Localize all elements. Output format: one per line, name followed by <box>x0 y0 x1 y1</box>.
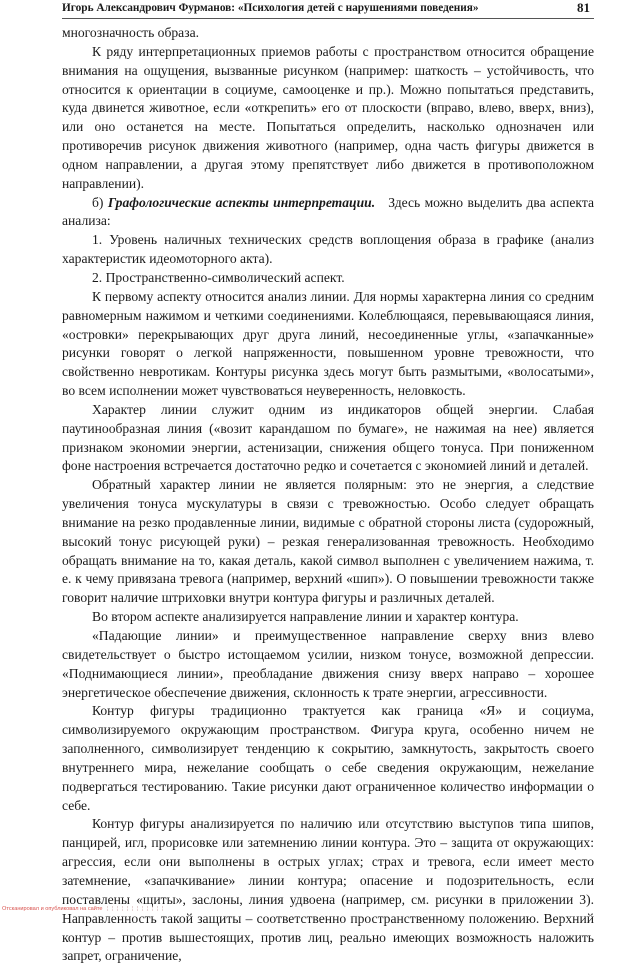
paragraph: Контур фигуры анализируется по наличию или отсутствию выступов типа шипов, панцирей, игл, прорисовке или затемнению линии контура. Это – защита от окружающих: агрессия, если они выполнены в острых углах; страх и тревога, если имеет место затемнение, «запачкивание» линии контура; опасение и подозрительность, если поставлены «щиты», заслоны, линия удвоена (например, см. рисунки в приложении 3). Направленность такой защиты – соответственно пространственному положению. Верхний контур – против вышестоящих, против лиц, реально имеющих возможность наложить запрет, ограничение, <box>62 816 594 964</box>
paragraph: Во втором аспекте анализируется направление линии и характер контура. <box>92 609 519 625</box>
page-number: 81 <box>577 0 590 15</box>
watermark-ruler: ¦ ¦ ¦ ¦ ¦ ¦ ¦ ¦ ¦ ¦ ¦ ¦ <box>106 906 165 912</box>
paragraph: Контур фигуры традиционно трактуется как граница «Я» и социума, символизируемого окружающим пространством. Фигура круга, особенно ничем не заполненного, символизирует тенденцию к сокрытию, замкнутость, закрытость своего внутреннего мира, нежелание сообщать о себе сведения окружающим, нежелание подвергаться тестированию. Такие рисунки дают ограниченное количество информации о себе. <box>62 703 594 813</box>
list-item: 1. Уровень наличных технических средств воплощения образа в графике (анализ характеристик идеомоторного акта). <box>62 232 594 267</box>
section-b-text: Здесь можно выделить два аспекта анализа: <box>62 194 594 229</box>
section-b-prefix: б) <box>92 194 104 210</box>
running-title: Игорь Александрович Фурманов: «Психология детей с нарушениями поведения» <box>62 2 479 14</box>
paragraph: многозначность образа. <box>62 25 200 40</box>
paragraph: «Падающие линии» и преимущественное направление сверху вниз влево свидетельствует о быстро истощаемом усилии, низком тонусе, возможной депрессии. «Поднимающиеся линии», преобладание движения снизу вверх направо – хорошее энергетическое обеспечение движения, склонность к трате энергии, агрессивности. <box>62 628 594 700</box>
section-b-label: Графологические аспекты интерпретации. <box>107 194 376 210</box>
page-body <box>62 24 594 966</box>
paragraph: Характер линии служит одним из индикаторов общей энергии. Слабая паутинообразная линия («возит карандашом по бумаге», не нажимая на нее) является признаком экономии энергии, астенизации, снижения общего тонуса. При пониженном фоне настроения встречается достаточно редко и сочетается с экономией линий и деталей. <box>62 401 594 474</box>
running-header <box>62 2 594 19</box>
paragraph: Обратный характер линии не является полярным: это не энергия, а следствие увеличения тонуса мускулатуры в связи с тревожностью. Особо следует обращать внимание на резко продавленные линии, видимые с обратной стороны листа (судорожный, высокий тонус рисующей руки) – резкая генерализованная тревожность. Необходимо обращать внимание на то, какая деталь, какой символ выполнен с увеличением нажима, т. е. к чему привязана тревога (например, верхний «шип»). О повышении тревожности также говорит наличие штриховки внутри контура фигуры и различных деталей. <box>62 477 594 606</box>
paragraph: К первому аспекту относится анализ линии. Для нормы характерна линия со средним равномерным нажимом и четкими соединениями. Колеблющаяся, перевывающаяся линия, «островки» перекрывающих друг друга линий, несоединенные углы, «запачканные» рисунки говорят о легкой напряженности, повышенном уровне тревожности, что свойственно невротикам. Контуры рисунка здесь могут быть размытыми, «волосатыми», во всем исполнении может чувствоваться неуверенность, неловкость. <box>62 288 594 399</box>
scan-watermark <box>2 906 164 912</box>
watermark-text: Отсканировал и опубликовал на сайте <box>2 906 103 912</box>
list-item: 2. Пространственно-символический аспект. <box>92 269 345 285</box>
section-b-paragraph <box>62 194 594 232</box>
paragraph: К ряду интерпретационных приемов работы с пространством относится обращение внимания на ощущения, вызванные рисунком (например: шаткость – устойчивость, что относится к ориентации в социуме, самооценке и пр.). Можно попытаться представить, куда двинется животное, если «открепить» его от плоскости (вправо, влево, вверх, вниз), или оно останется на месте. Попытаться определить, насколько однозначен или противоречив рисунок движения животного (например, одна часть фигуры движется в одном направлении, а другая этому препятствует либо движется в противоположном направлении). <box>62 43 594 191</box>
